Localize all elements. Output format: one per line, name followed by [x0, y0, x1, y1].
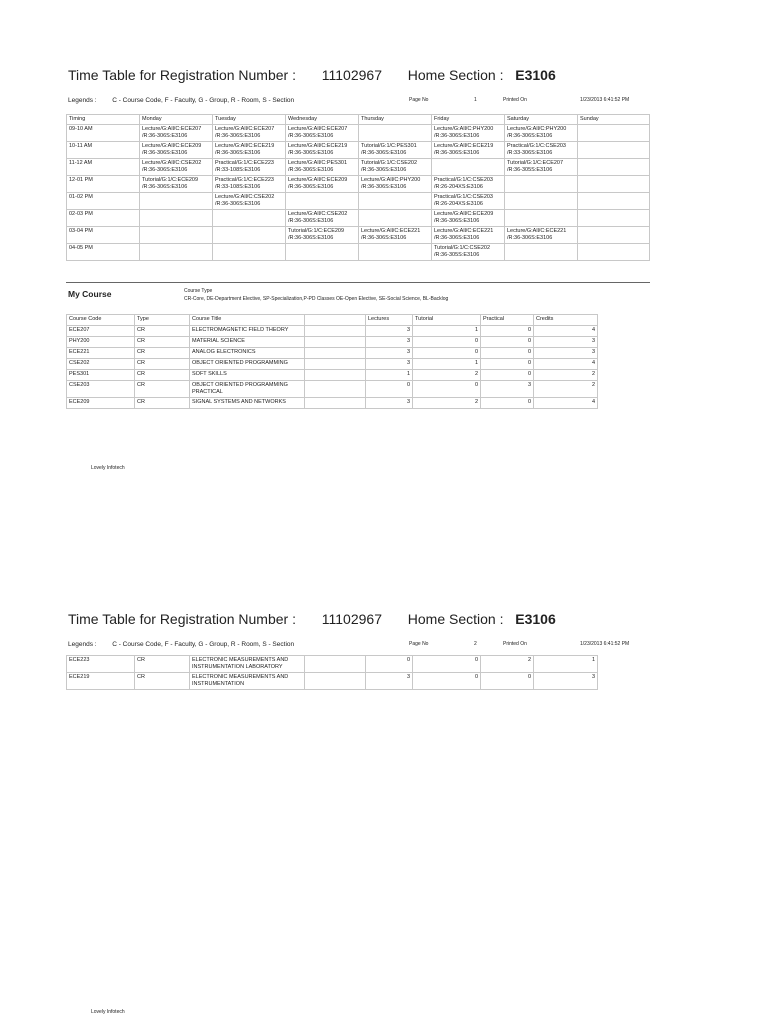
timetable-header-cell: Thursday [359, 115, 432, 125]
class-cell: Lecture/G:All/C:ECE221 /R:36-306S:E3106 [359, 227, 432, 244]
course-cell: ECE207 [67, 326, 135, 337]
course-type-label: Course Type [184, 288, 213, 294]
course-header-cell: Credits [534, 315, 598, 326]
course-cell: 3 [366, 348, 413, 359]
course-cell [305, 381, 366, 398]
course-cell: 1 [366, 370, 413, 381]
course-row [67, 359, 598, 370]
course-cell [305, 397, 366, 408]
class-cell [578, 193, 650, 210]
footer-text: Lovely Infotech [91, 1009, 125, 1015]
course-cell: 1 [413, 359, 481, 370]
class-cell: Lecture/G:All/C:PHY200 /R:36-306S:E3106 [432, 125, 505, 142]
class-cell [432, 159, 505, 176]
timetable-row [67, 142, 650, 159]
course-cell: ANALOG ELECTRONICS [190, 348, 305, 359]
my-course-heading: My Course [68, 289, 112, 299]
page-no-label: Page No [409, 97, 429, 103]
class-cell [505, 244, 578, 261]
title-label: Time Table for Registration Number : [68, 67, 296, 83]
course-cell: OBJECT ORIENTED PROGRAMMING [190, 359, 305, 370]
timetable-header-cell: Friday [432, 115, 505, 125]
class-cell [286, 244, 359, 261]
course-cell: CR [135, 381, 190, 398]
timeslot-cell: 02-03 PM [67, 210, 140, 227]
title-label: Time Table for Registration Number : [68, 611, 296, 627]
course-cell: CSE202 [67, 359, 135, 370]
class-cell [213, 244, 286, 261]
legends-text: C - Course Code, F - Faculty, G - Group, R - Room, S - Section [112, 97, 295, 104]
course-cell: 3 [366, 397, 413, 408]
course-cell: 0 [366, 656, 413, 673]
timetable-header-cell: Timing [67, 115, 140, 125]
class-cell [140, 210, 213, 227]
registration-number: 11102967 [321, 611, 382, 627]
timetable-row [67, 176, 650, 193]
course-cell: CR [135, 326, 190, 337]
class-cell [578, 176, 650, 193]
course-cell: 3 [366, 337, 413, 348]
home-section-label: Home Section : [407, 611, 504, 627]
class-cell: Tutorial/G:1/C:ECE209 /R:36-306S:E3106 [140, 176, 213, 193]
class-cell: Lecture/G:All/C:PHY200 /R:36-306S:E3106 [505, 125, 578, 142]
course-cell: PES301 [67, 370, 135, 381]
course-cell: 0 [413, 672, 481, 689]
home-section-label: Home Section : [407, 67, 504, 83]
class-cell: Practical/G:1/C:CSE203 /R:33-306S:E3106 [505, 142, 578, 159]
course-cell: CR [135, 656, 190, 673]
class-cell [578, 142, 650, 159]
class-cell: Tutorial/G:1/C:CSE202 /R:36-306S:E3106 [359, 159, 432, 176]
course-cell: CSE203 [67, 381, 135, 398]
class-cell: Tutorial/G:1/C:PES301 /R:36-306S:E3106 [359, 142, 432, 159]
class-cell [578, 159, 650, 176]
course-cell: 0 [413, 348, 481, 359]
class-cell: Lecture/G:All/C:CSE202 /R:36-306S:E3106 [213, 193, 286, 210]
page-no-value: 1 [474, 97, 477, 103]
class-cell: Lecture/G:All/C:ECE209 /R:36-306S:E3106 [140, 142, 213, 159]
home-section-value: E3106 [515, 611, 556, 627]
class-cell [140, 244, 213, 261]
class-cell [578, 244, 650, 261]
course-cell: 0 [481, 397, 534, 408]
course-cell: CR [135, 397, 190, 408]
class-cell: Lecture/G:All/C:ECE219 /R:36-306S:E3106 [432, 142, 505, 159]
course-cell: 0 [481, 326, 534, 337]
timetable-row [67, 125, 650, 142]
course-row [67, 656, 598, 673]
class-cell [213, 210, 286, 227]
course-cell: ECE209 [67, 397, 135, 408]
course-cell [305, 337, 366, 348]
course-cell: 0 [413, 656, 481, 673]
class-cell: Practical/G:1/C:ECE223 /R:33-108S:E3106 [213, 159, 286, 176]
course-header-cell: Lectures [366, 315, 413, 326]
timetable-header-cell: Sunday [578, 115, 650, 125]
course-cell: 3 [366, 672, 413, 689]
course-cell: ELECTROMAGNETIC FIELD THEORY [190, 326, 305, 337]
course-row [67, 397, 598, 408]
timetable-row [67, 227, 650, 244]
course-row [67, 348, 598, 359]
course-cell: 4 [534, 326, 598, 337]
page1-title [68, 67, 556, 83]
class-cell: Lecture/G:All/C:ECE219 /R:36-306S:E3106 [286, 142, 359, 159]
course-cell: 3 [534, 348, 598, 359]
course-cell: 0 [481, 337, 534, 348]
class-cell [359, 244, 432, 261]
course-cell [305, 326, 366, 337]
timetable-row [67, 193, 650, 210]
class-cell [286, 193, 359, 210]
course-cell: 3 [481, 381, 534, 398]
page-no-label: Page No [409, 641, 429, 647]
page-no-value: 2 [474, 641, 477, 647]
class-cell: Tutorial/G:1/C:ECE207 /R:36-305S:E3106 [505, 159, 578, 176]
class-cell: Practical/G:1/C:CSE203 /R:26-204XS:E3106 [432, 176, 505, 193]
timetable-header-cell: Wednesday [286, 115, 359, 125]
class-cell: Lecture/G:All/C:CSE202 /R:36-306S:E3106 [286, 210, 359, 227]
course-cell: 0 [413, 381, 481, 398]
course-header-cell: Type [135, 315, 190, 326]
course-cell: 2 [534, 381, 598, 398]
course-header-cell: Course Title [190, 315, 305, 326]
class-cell [505, 176, 578, 193]
course-cell: 0 [481, 348, 534, 359]
class-cell [578, 125, 650, 142]
section-divider [66, 282, 650, 283]
footer-text: Lovely Infotech [91, 465, 125, 471]
course-cell: ECE219 [67, 672, 135, 689]
legends-label: Legends : [68, 97, 97, 104]
class-cell: Practical/G:1/C:CSE203 /R:26-204XS:E3106 [432, 193, 505, 210]
class-cell: Practical/G:1/C:ECE223 /R:33-108S:E3106 [213, 176, 286, 193]
course-cell: 4 [534, 359, 598, 370]
printed-on-value: 1/23/2013 6:41:52 PM [580, 97, 630, 103]
timeslot-cell: 03-04 PM [67, 227, 140, 244]
course-cell: SIGNAL SYSTEMS AND NETWORKS [190, 397, 305, 408]
printed-on-label: Printed On [503, 97, 527, 103]
course-cell: CR [135, 337, 190, 348]
course-row [67, 370, 598, 381]
class-cell: Lecture/G:All/C:ECE221 /R:36-306S:E3106 [505, 227, 578, 244]
course-header-cell [305, 315, 366, 326]
class-cell: Tutorial/G:1/C:ECE209 /R:36-306S:E3106 [286, 227, 359, 244]
timetable-row [67, 244, 650, 261]
course-cell: CR [135, 672, 190, 689]
course-cell [305, 370, 366, 381]
course-cell: 2 [413, 397, 481, 408]
legends-line [68, 641, 294, 648]
course-cell: MATERIAL SCIENCE [190, 337, 305, 348]
course-cell: ELECTRONIC MEASUREMENTS AND INSTRUMENTATION LABORATORY [190, 656, 305, 673]
printed-on-value: 1/23/2013 6:41:52 PM [580, 641, 630, 647]
course-row [67, 381, 598, 398]
home-section-value: E3106 [515, 67, 556, 83]
course-cell [305, 672, 366, 689]
timetable-row [67, 210, 650, 227]
class-cell: Lecture/G:All/C:ECE207 /R:36-306S:E3106 [286, 125, 359, 142]
course-cell: 0 [481, 370, 534, 381]
class-cell: Lecture/G:All/C:ECE209 /R:36-306S:E3106 [432, 210, 505, 227]
course-cell: 4 [534, 397, 598, 408]
course-cell [305, 656, 366, 673]
course-cell: 0 [413, 337, 481, 348]
course-cell [305, 348, 366, 359]
course-type-legend: CR-Core, DE-Department Elective, SP-Specialization,P-PD Classes OE-Open Elective, SE-Social Science, BL-Backlog [184, 296, 449, 302]
timeslot-cell: 09-10 AM [67, 125, 140, 142]
course-cell: 0 [366, 381, 413, 398]
class-cell [359, 125, 432, 142]
registration-number: 11102967 [321, 67, 382, 83]
printed-on-label: Printed On [503, 641, 527, 647]
course-cell: 3 [366, 326, 413, 337]
legends-line [68, 97, 294, 104]
course-table [66, 314, 598, 409]
course-cell: 3 [534, 337, 598, 348]
course-cell: ELECTRONIC MEASUREMENTS AND INSTRUMENTATION [190, 672, 305, 689]
class-cell: Lecture/G:All/C:ECE207 /R:36-306S:E3106 [213, 125, 286, 142]
course-row [67, 326, 598, 337]
class-cell: Tutorial/G:1/C:CSE202 /R:36-305S:E3106 [432, 244, 505, 261]
timeslot-cell: 12-01 PM [67, 176, 140, 193]
course-header-cell: Course Code [67, 315, 135, 326]
course-cell: CR [135, 359, 190, 370]
course-cell: 2 [413, 370, 481, 381]
timeslot-cell: 11-12 AM [67, 159, 140, 176]
timetable-header-row [67, 115, 650, 125]
course-cell: 1 [413, 326, 481, 337]
class-cell [578, 210, 650, 227]
timetable-header-cell: Saturday [505, 115, 578, 125]
class-cell [505, 193, 578, 210]
course-cell: 0 [481, 359, 534, 370]
course-row [67, 672, 598, 689]
legends-text: C - Course Code, F - Faculty, G - Group, R - Room, S - Section [112, 641, 295, 648]
class-cell: Lecture/G:All/C:PHY200 /R:36-306S:E3106 [359, 176, 432, 193]
class-cell [140, 193, 213, 210]
course-header-cell: Practical [481, 315, 534, 326]
class-cell [578, 227, 650, 244]
class-cell: Lecture/G:All/C:PES301 /R:36-306S:E3106 [286, 159, 359, 176]
course-cell: OBJECT ORIENTED PROGRAMMING PRACTICAL [190, 381, 305, 398]
timetable-header-cell: Monday [140, 115, 213, 125]
course-header-row [67, 315, 598, 326]
class-cell [359, 193, 432, 210]
timeslot-cell: 10-11 AM [67, 142, 140, 159]
course-row [67, 337, 598, 348]
class-cell [140, 227, 213, 244]
legends-label: Legends : [68, 641, 97, 648]
timeslot-cell: 04-05 PM [67, 244, 140, 261]
course-cell: CR [135, 348, 190, 359]
course-cell: ECE223 [67, 656, 135, 673]
class-cell: Lecture/G:All/C:ECE209 /R:36-306S:E3106 [286, 176, 359, 193]
course-cell: 2 [481, 656, 534, 673]
course-cell: 3 [366, 359, 413, 370]
class-cell: Lecture/G:All/C:ECE207 /R:36-306S:E3106 [140, 125, 213, 142]
timetable-row [67, 159, 650, 176]
course-cell [305, 359, 366, 370]
class-cell: Lecture/G:All/C:ECE221 /R:36-306S:E3106 [432, 227, 505, 244]
course-cell: PHY200 [67, 337, 135, 348]
course-cell: 1 [534, 656, 598, 673]
course-cell: 0 [481, 672, 534, 689]
course-header-cell: Tutorial [413, 315, 481, 326]
course-cell: ECE221 [67, 348, 135, 359]
timetable-header-cell: Tuesday [213, 115, 286, 125]
timetable [66, 114, 650, 261]
course-cell: SOFT SKILLS [190, 370, 305, 381]
course-cell: 3 [534, 672, 598, 689]
course-cell: 2 [534, 370, 598, 381]
class-cell [359, 210, 432, 227]
timeslot-cell: 01-02 PM [67, 193, 140, 210]
class-cell [505, 210, 578, 227]
class-cell: Lecture/G:All/C:ECE219 /R:36-306S:E3106 [213, 142, 286, 159]
course-table-continued [66, 655, 598, 690]
class-cell: Lecture/G:All/C:CSE202 /R:36-306S:E3106 [140, 159, 213, 176]
course-cell: CR [135, 370, 190, 381]
page2-title [68, 611, 556, 627]
class-cell [213, 227, 286, 244]
